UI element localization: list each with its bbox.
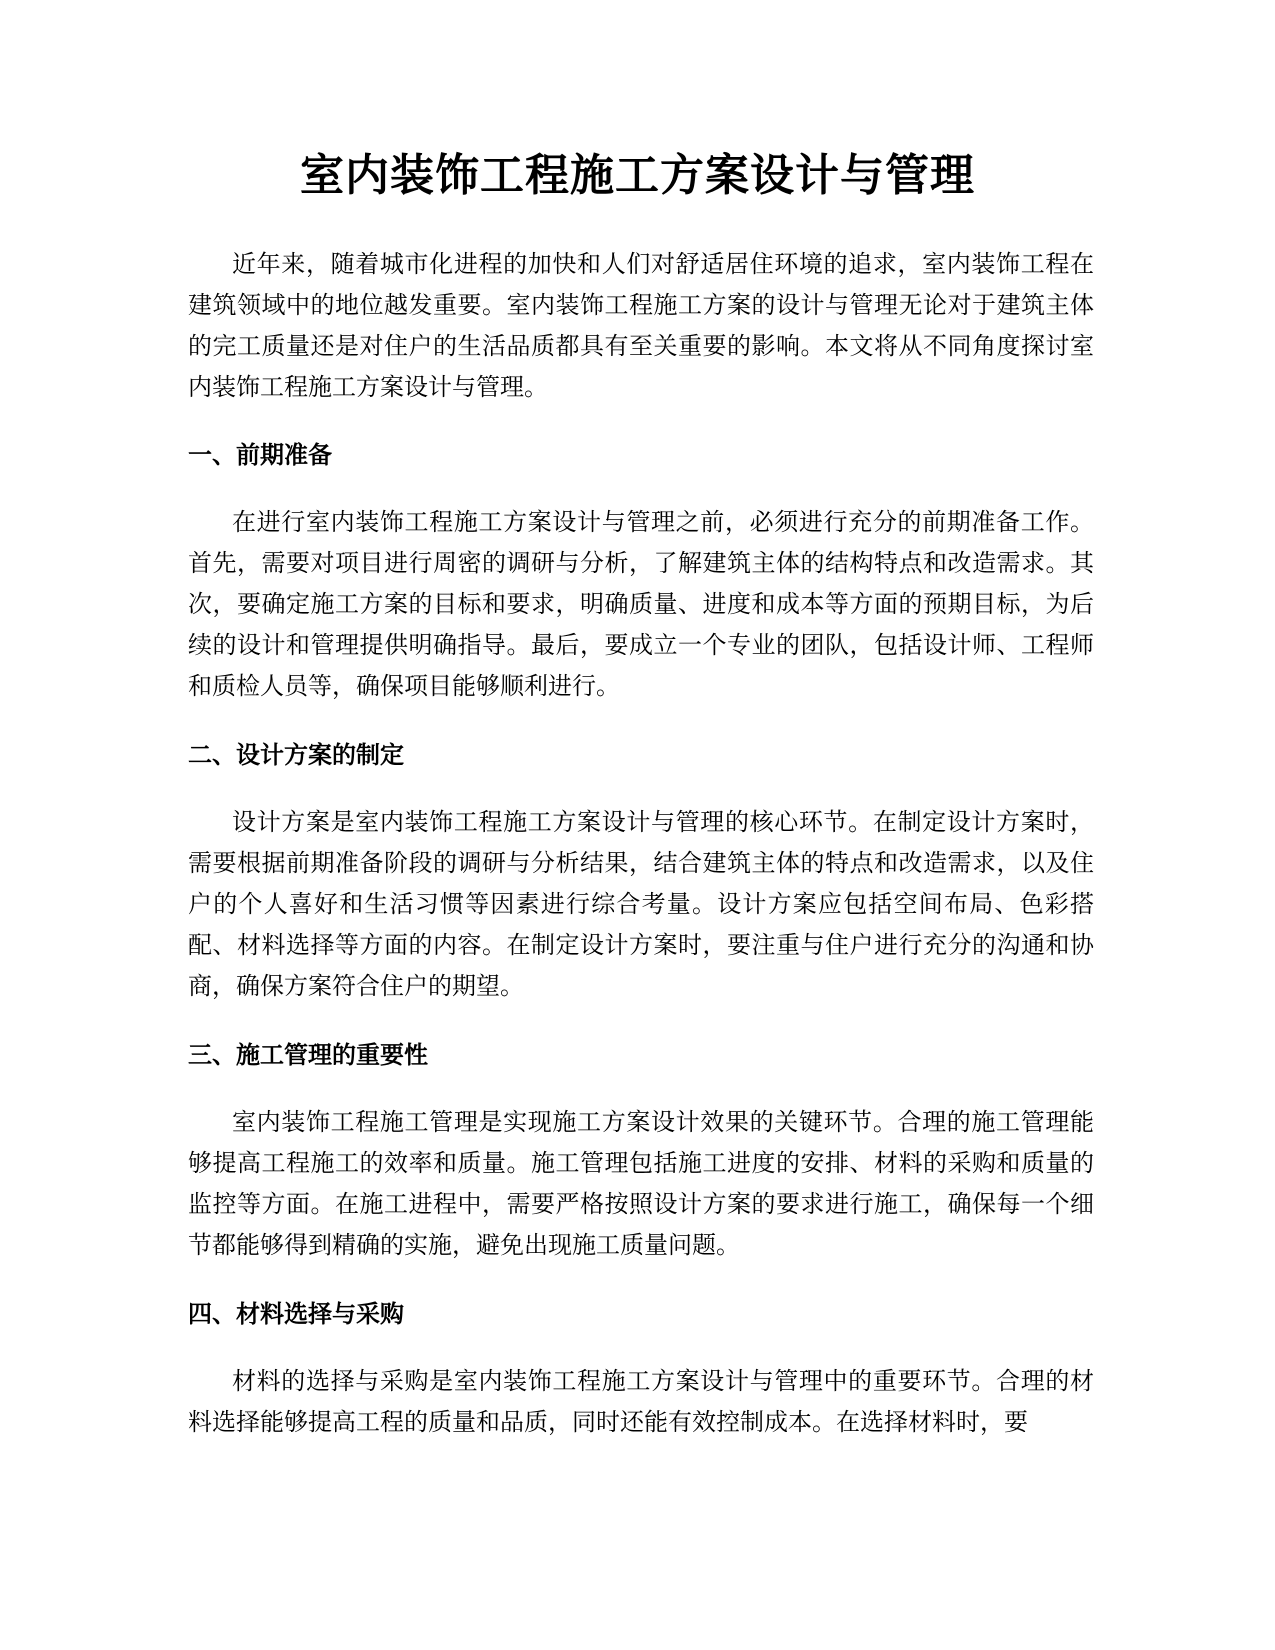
section-body-materials: 材料的选择与采购是室内装饰工程施工方案设计与管理中的重要环节。合理的材料选择能够提高工程的质量和品质，同时还能有效控制成本。在选择材料时，要 (188, 1367, 1094, 1436)
section-heading-preparation: 一、前期准备 (188, 441, 332, 469)
section-body-preparation: 在进行室内装饰工程施工方案设计与管理之前，必须进行充分的前期准备工作。首先，需要对项目进行周密的调研与分析，了解建筑主体的结构特点和改造需求。其次，要确定施工方案的目标和要求，明确质量、进度和成本等方面的预期目标，为后续的设计和管理提供明确指导。最后，要成立一个专业的团队，包括设计师、工程师和质检人员等，确保项目能够顺利进行。 (188, 508, 1094, 700)
section-heading-construction-management: 三、施工管理的重要性 (188, 1041, 428, 1069)
section-heading-design-plan: 二、设计方案的制定 (188, 741, 404, 769)
intro-paragraph: 近年来，随着城市化进程的加快和人们对舒适居住环境的追求，室内装饰工程在建筑领域中的地位越发重要。室内装饰工程施工方案的设计与管理无论对于建筑主体的完工质量还是对住户的生活品质都具有至关重要的影响。本文将从不同角度探讨室内装饰工程施工方案设计与管理。 (188, 250, 1094, 401)
section-body-design-plan: 设计方案是室内装饰工程施工方案设计与管理的核心环节。在制定设计方案时，需要根据前期准备阶段的调研与分析结果，结合建筑主体的特点和改造需求，以及住户的个人喜好和生活习惯等因素进行综合考量。设计方案应包括空间布局、色彩搭配、材料选择等方面的内容。在制定设计方案时，要注重与住户进行充分的沟通和协商，确保方案符合住户的期望。 (188, 808, 1094, 1000)
section-heading-materials: 四、材料选择与采购 (188, 1300, 404, 1328)
document-title: 室内装饰工程施工方案设计与管理 (300, 150, 975, 201)
section-body-construction-management: 室内装饰工程施工管理是实现施工方案设计效果的关键环节。合理的施工管理能够提高工程施工的效率和质量。施工管理包括施工进度的安排、材料的采购和质量的监控等方面。在施工进程中，需要严格按照设计方案的要求进行施工，确保每一个细节都能够得到精确的实施，避免出现施工质量问题。 (188, 1108, 1094, 1259)
